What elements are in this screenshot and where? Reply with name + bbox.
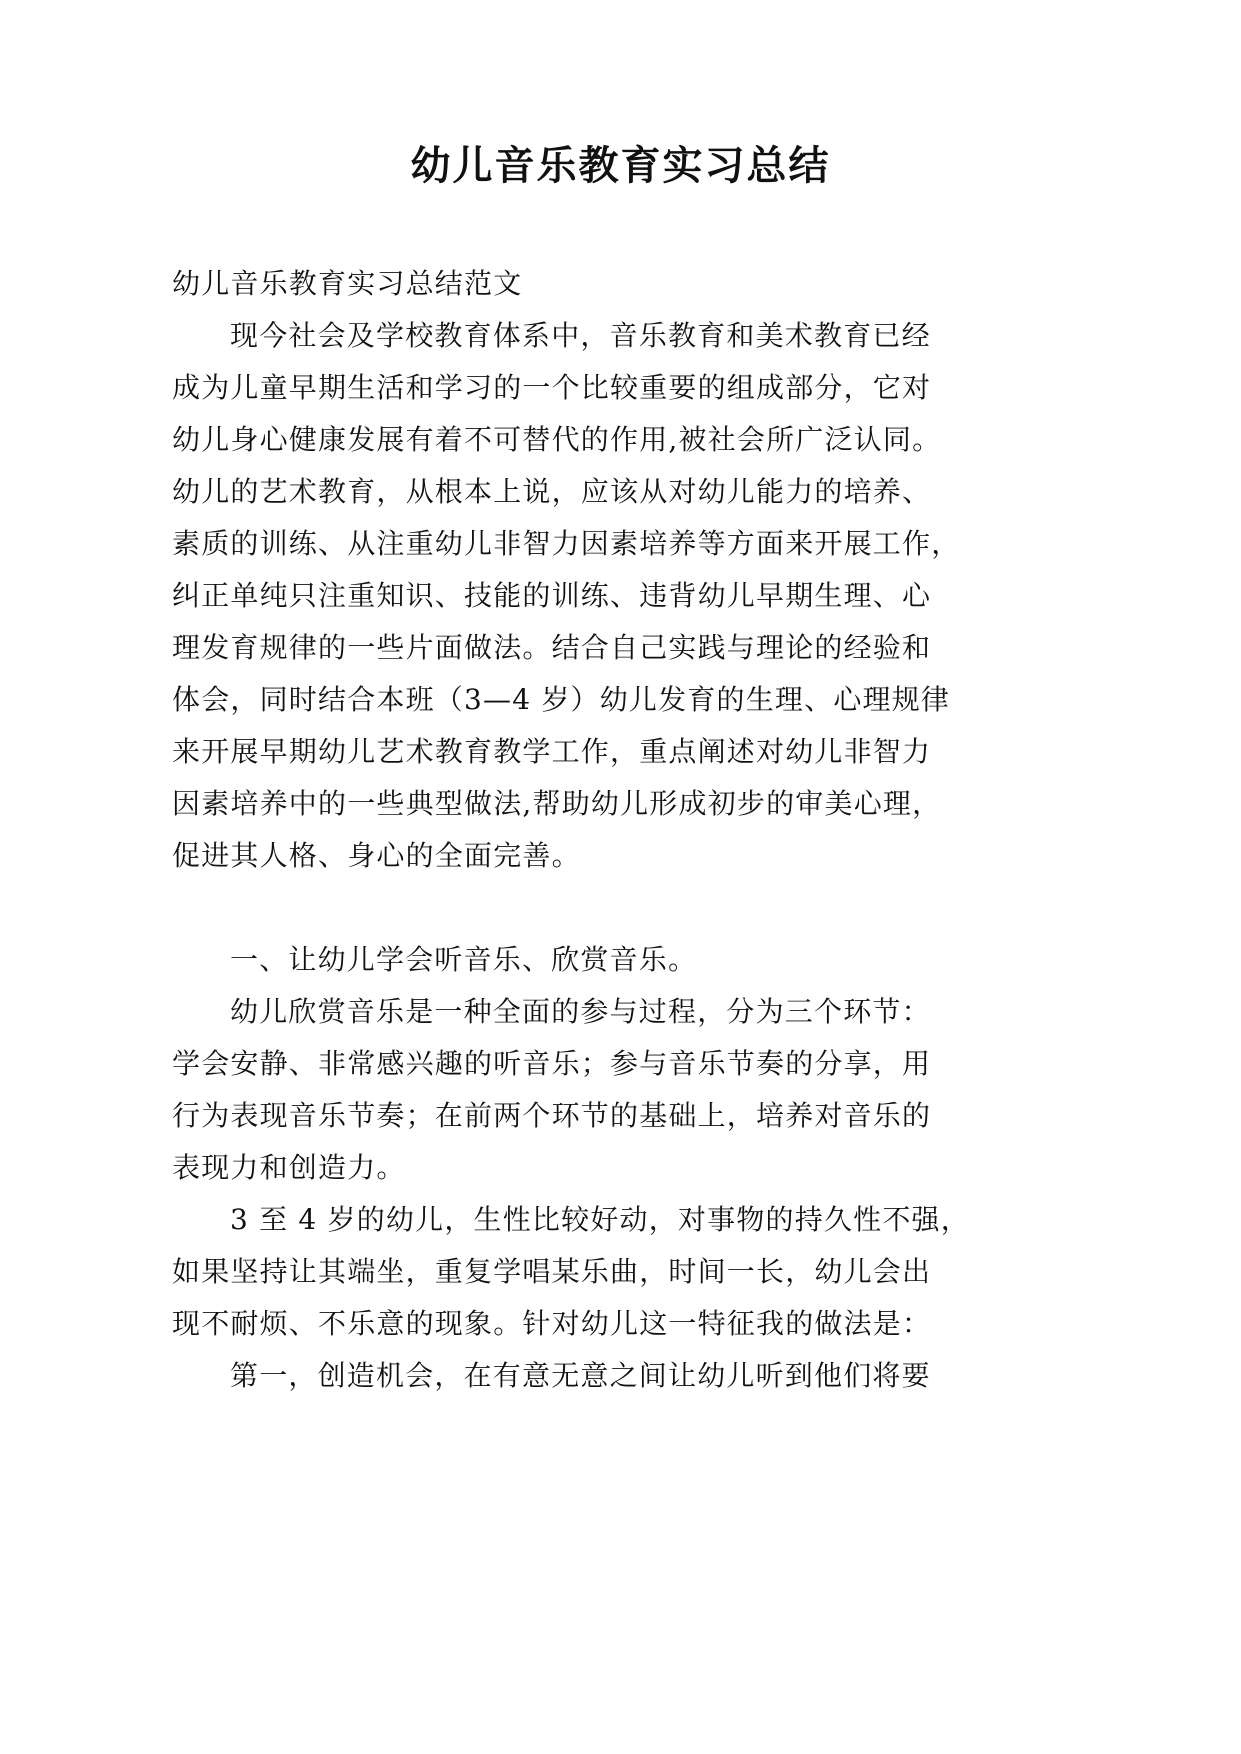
paragraph-line: 学会安静、非常感兴趣的听音乐；参与音乐节奏的分享，用 (172, 1047, 932, 1080)
paragraph-line: 幼儿欣赏音乐是一种全面的参与过程，分为三个环节： (230, 995, 931, 1028)
section-heading: 一、让幼儿学会听音乐、欣赏音乐。 (230, 943, 698, 976)
paragraph-line: 纠正单纯只注重知识、技能的训练、违背幼儿早期生理、心 (172, 579, 932, 612)
paragraph-line: 表现力和创造力。 (172, 1151, 406, 1184)
paragraph-line: 3 至 4 岁的幼儿，生性比较好动，对事物的持久性不强， (230, 1203, 970, 1236)
paragraph-line: 素质的训练、从注重幼儿非智力因素培养等方面来开展工作， (172, 527, 961, 560)
paragraph-line: 促进其人格、身心的全面完善。 (172, 839, 581, 872)
paragraph-line: 体会，同时结合本班（3—4 岁）幼儿发育的生理、心理规律 (172, 683, 951, 716)
paragraph-line: 幼儿的艺术教育，从根本上说，应该从对幼儿能力的培养、 (172, 475, 932, 508)
paragraph-line: 第一，创造机会，在有意无意之间让幼儿听到他们将要 (230, 1359, 931, 1392)
paragraph-line: 现不耐烦、不乐意的现象。针对幼儿这一特征我的做法是： (172, 1307, 932, 1340)
paragraph-line: 行为表现音乐节奏；在前两个环节的基础上，培养对音乐的 (172, 1099, 932, 1132)
paragraph-line: 成为儿童早期生活和学习的一个比较重要的组成部分，它对 (172, 371, 932, 404)
paragraph-line: 理发育规律的一些片面做法。结合自己实践与理论的经验和 (172, 631, 932, 664)
paragraph-line: 来开展早期幼儿艺术教育教学工作，重点阐述对幼儿非智力 (172, 735, 932, 768)
paragraph-line: 因素培养中的一些典型做法,帮助幼儿形成初步的审美心理， (172, 787, 942, 820)
subtitle-line: 幼儿音乐教育实习总结范文 (172, 267, 523, 300)
paragraph-line: 现今社会及学校教育体系中，音乐教育和美术教育已经 (230, 319, 931, 352)
paragraph-line: 幼儿身心健康发展有着不可替代的作用,被社会所广泛认同。 (172, 423, 942, 456)
paragraph-line: 如果坚持让其端坐，重复学唱某乐曲，时间一长，幼儿会出 (172, 1255, 932, 1288)
document-title: 幼儿音乐教育实习总结 (410, 143, 831, 189)
